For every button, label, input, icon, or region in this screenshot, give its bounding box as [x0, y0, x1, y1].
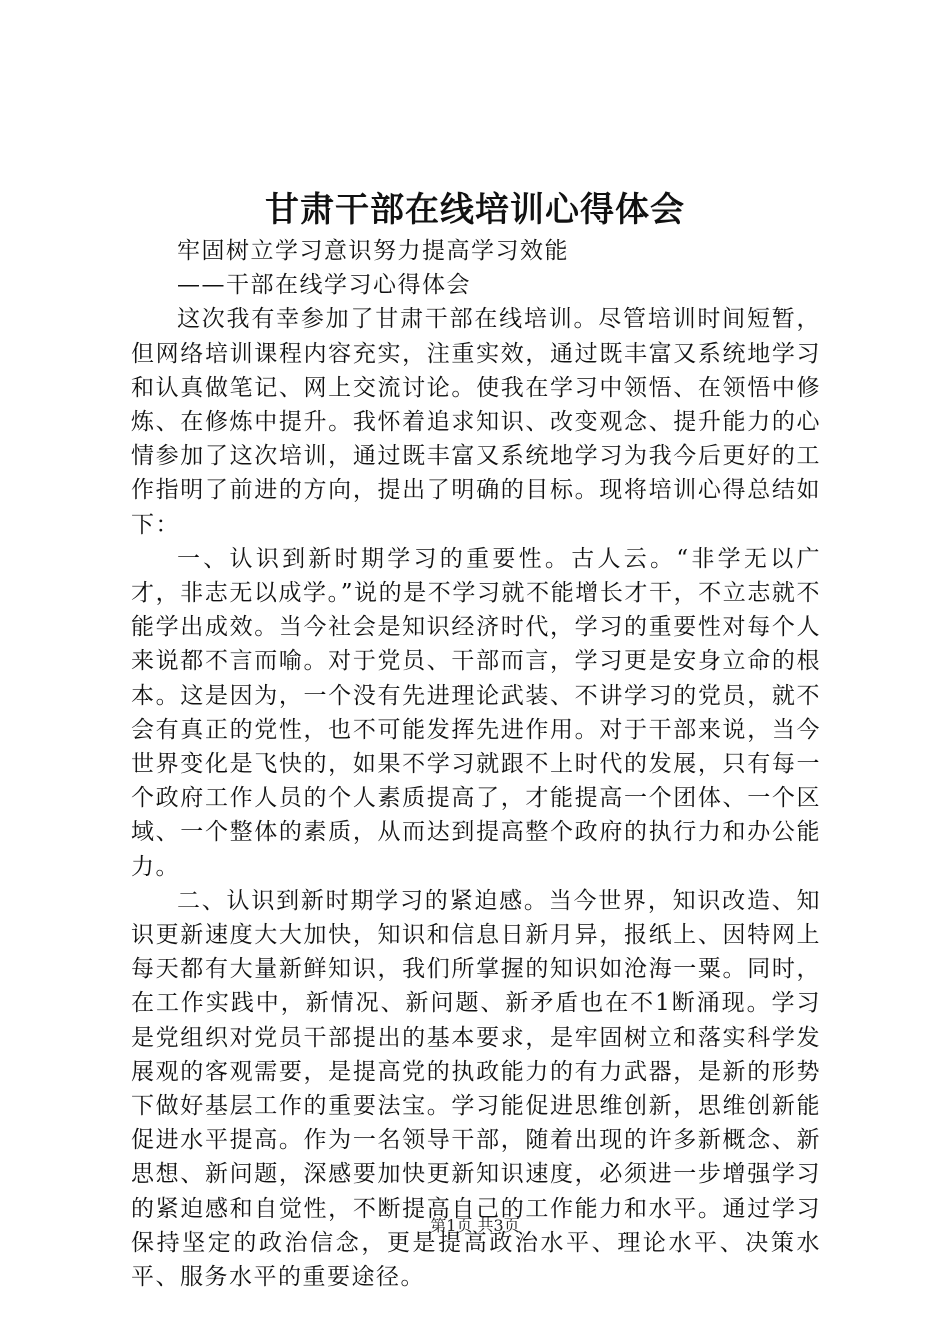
paragraph-intro: 这次我有幸参加了甘肃干部在线培训。尽管培训时间短暂，但网络培训课程内容充实，注重实效，通过既丰富又系统地学习和认真做笔记、网上交流讨论。使我在学习中领悟、在领悟中修炼、在修炼中提升。我怀着追求知识、改变观念、提升能力的心情参加了这次培训，通过既丰富又系统地学习为我今后更好的工作指明了前进的方向，提出了明确的目标。现将培训心得总结如下： — [131, 306, 821, 538]
document-body — [131, 234, 821, 1294]
document-subtitle: 牢固树立学习意识努力提高学习效能 — [177, 238, 569, 264]
paragraph-urgency: 二、认识到新时期学习的紧迫感。当今世界，知识改造、知识更新速度大大加快，知识和信息日新月异，报纸上、因特网上每天都有大量新鲜知识，我们所掌握的知识如沧海一粟。同时，在工作实践中，新情况、新问题、新矛盾也在不1断涌现。学习是党组织对党员干部提出的基本要求，是牢固树立和落实科学发展观的客观需要，是提高党的执政能力的有力武器，是新的形势下做好基层工作的重要法宝。学习能促进思维创新，思维创新能促进水平提高。作为一名领导干部，随着出现的许多新概念、新思想、新问题，深感要加快更新知识速度，必须进一步增强学习的紧迫感和自觉性，不断提高自己的工作能力和水平。通过学习保持坚定的政治信念，更是提高政治水平、理论水平、决策水平、服务水平的重要途径。 — [131, 887, 821, 1291]
document-title: 甘肃干部在线培训心得体会 — [265, 190, 685, 230]
document-byline: ——干部在线学习心得体会 — [177, 272, 471, 299]
page-footer: 第1页 共3页 — [430, 1216, 520, 1235]
paragraph-importance: 一、认识到新时期学习的重要性。古人云。“非学无以广才，非志无以成学。”说的是不学习就不能增长才干，不立志就不能学出成效。当今社会是知识经济时代，学习的重要性对每个人来说都不言而喻。对于党员、干部而言，学习更是安身立命的根本。这是因为，一个没有先进理论武装、不讲学习的党员，就不会有真正的党性，也不可能发挥先进作用。对于干部来说，当今世界变化是飞快的，如果不学习就跟不上时代的发展，只有每一个政府工作人员的个人素质提高了，才能提高一个团体、一个区域、一个整体的素质，从而达到提高整个政府的执行力和办公能力。 — [131, 545, 821, 880]
